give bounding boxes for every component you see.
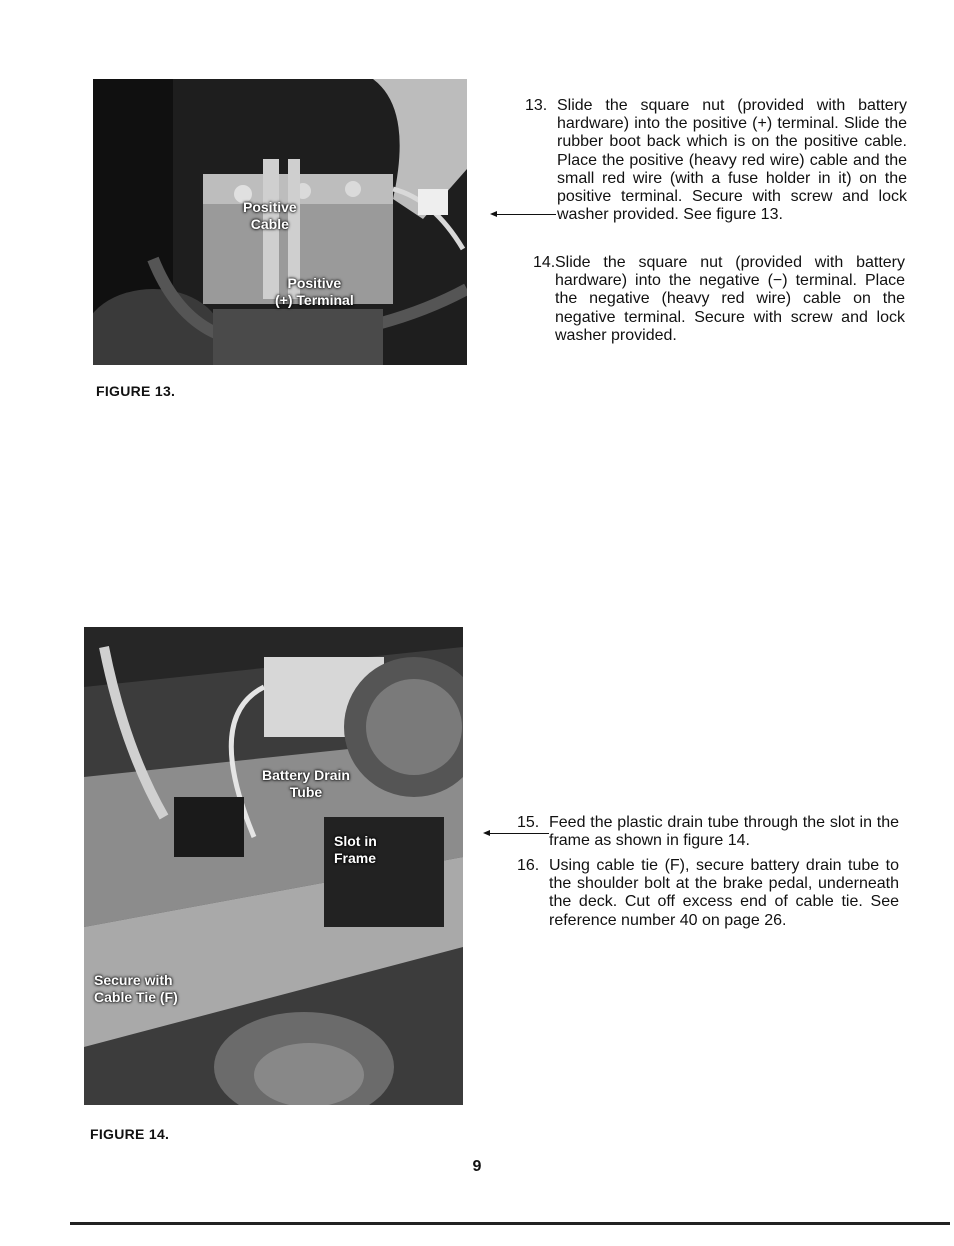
figure-13-caption: FIGURE 13. <box>96 383 176 399</box>
step-14-number: 14. <box>533 254 556 271</box>
positive-terminal-label: Positive (+) Terminal <box>275 275 354 308</box>
step-16-text: Using cable tie (F), secure battery drain tube to the shoulder bolt at the brake pedal, underneath the deck. Cut off excess end of cable tie. See reference number 40 on page 26. <box>549 857 899 929</box>
footer-rule <box>70 1222 950 1225</box>
step-15-text: Feed the plastic drain tube through the slot in the frame as shown in figure 14. <box>549 814 899 850</box>
figure-13-photo <box>93 79 467 365</box>
step-15 <box>517 814 899 850</box>
drain-tube-photo-illustration <box>84 627 463 1105</box>
pointer-arrow-13 <box>496 214 556 215</box>
step-15-number: 15. <box>517 814 540 831</box>
step-14-text: Slide the square nut (provided with battery hardware) into the negative (−) terminal. Place the negative (heavy red wire) cable on the negative terminal. Secure with screw and lock washer provided. <box>555 254 905 344</box>
slot-in-frame-label: Slot in Frame <box>334 833 377 866</box>
step-13 <box>525 97 907 224</box>
page-number: 9 <box>472 1158 482 1175</box>
battery-drain-tube-label: Battery Drain Tube <box>262 767 350 800</box>
step-16-number: 16. <box>517 857 540 874</box>
cable-tie-label: Secure with Cable Tie (F) <box>94 972 178 1005</box>
pointer-arrow-15 <box>489 833 549 834</box>
positive-cable-label: Positive Cable <box>243 199 297 232</box>
figure-14-caption: FIGURE 14. <box>90 1126 170 1142</box>
step-13-number: 13. <box>525 97 548 114</box>
step-13-text: Slide the square nut (provided with battery hardware) into the positive (+) terminal. Slide the rubber boot back which is on the positive cable. Place the positive (heavy red wire) cable and the small red wire (with a fuse holder in it) on the positive terminal. Secure with screw and lock washer provided. See figure 13. <box>557 97 907 224</box>
step-16 <box>517 857 899 930</box>
step-14 <box>533 254 905 345</box>
figure-14-photo <box>84 627 463 1105</box>
